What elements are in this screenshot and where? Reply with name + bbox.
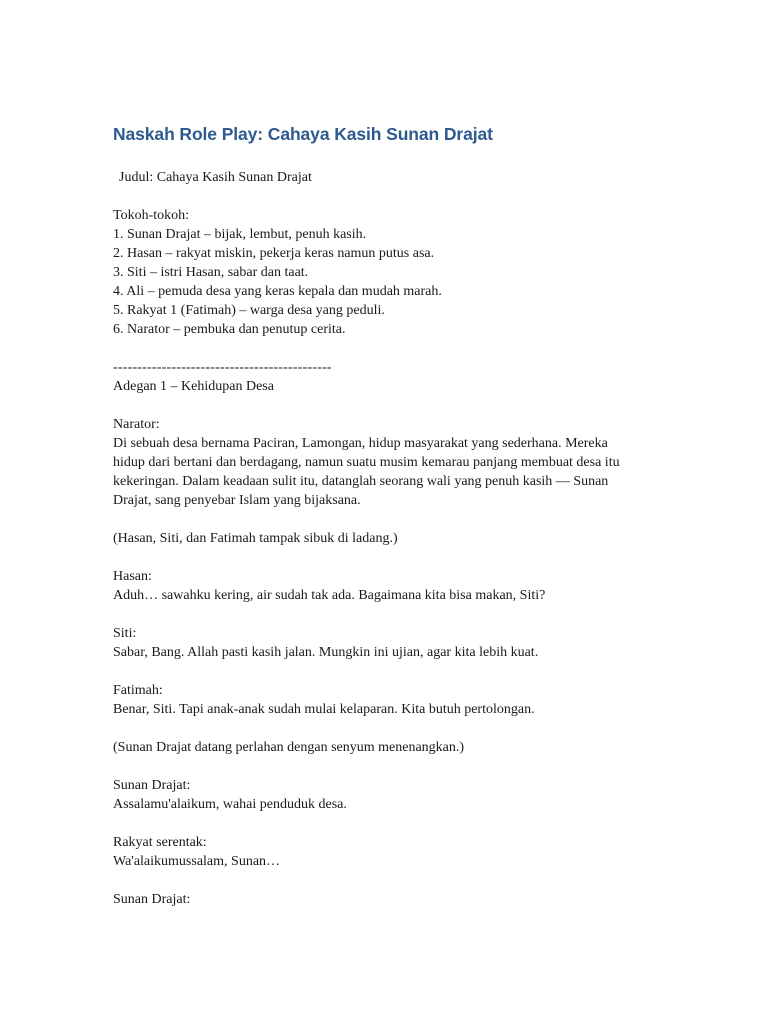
dialogue-line: Assalamu'alaikum, wahai penduduk desa. <box>113 797 347 812</box>
speaker-label: Fatimah: <box>113 683 163 698</box>
speaker-label: Sunan Drajat: <box>113 778 191 793</box>
blank-line <box>113 871 673 890</box>
scene-heading: Adegan 1 – Kehidupan Desa <box>113 379 274 394</box>
tokoh-item: 1. Sunan Drajat – bijak, lembut, penuh kasih. <box>113 227 367 242</box>
judul-line: Judul: Cahaya Kasih Sunan Drajat <box>119 170 312 185</box>
narration-line: Drajat, sang penyebar Islam yang bijaksana. <box>113 493 361 508</box>
speaker-label: Narator: <box>113 417 160 432</box>
blank-line <box>113 339 673 358</box>
blank-line <box>113 510 673 529</box>
blank-line <box>113 605 673 624</box>
blank-line <box>113 396 673 415</box>
tokoh-item: 5. Rakyat 1 (Fatimah) – warga desa yang peduli. <box>113 303 385 318</box>
separator-line: --------------------------------------------- <box>113 360 332 375</box>
speaker-label: Hasan: <box>113 569 152 584</box>
document-body <box>113 168 673 909</box>
blank-line <box>113 187 673 206</box>
blank-line <box>113 662 673 681</box>
dialogue-line: Benar, Siti. Tapi anak-anak sudah mulai kelaparan. Kita butuh pertolongan. <box>113 702 535 717</box>
speaker-label: Sunan Drajat: <box>113 892 191 907</box>
blank-line <box>113 548 673 567</box>
tokoh-item: 2. Hasan – rakyat miskin, pekerja keras namun putus asa. <box>113 246 435 261</box>
tokoh-heading: Tokoh-tokoh: <box>113 208 190 223</box>
blank-line <box>113 719 673 738</box>
narration-line: kekeringan. Dalam keadaan sulit itu, datanglah seorang wali yang penuh kasih — Sunan <box>113 474 609 489</box>
stage-direction: (Hasan, Siti, dan Fatimah tampak sibuk di ladang.) <box>113 531 398 546</box>
speaker-label: Rakyat serentak: <box>113 835 207 850</box>
document-title: Naskah Role Play: Cahaya Kasih Sunan Drajat <box>113 124 493 144</box>
blank-line <box>113 814 673 833</box>
speaker-label: Siti: <box>113 626 137 641</box>
dialogue-line: Aduh… sawahku kering, air sudah tak ada. Bagaimana kita bisa makan, Siti? <box>113 588 546 603</box>
narration-line: hidup dari bertani dan berdagang, namun suatu musim kemarau panjang membuat desa itu <box>113 455 620 470</box>
dialogue-line: Sabar, Bang. Allah pasti kasih jalan. Mungkin ini ujian, agar kita lebih kuat. <box>113 645 539 660</box>
tokoh-item: 4. Ali – pemuda desa yang keras kepala dan mudah marah. <box>113 284 442 299</box>
stage-direction: (Sunan Drajat datang perlahan dengan senyum menenangkan.) <box>113 740 465 755</box>
tokoh-item: 3. Siti – istri Hasan, sabar dan taat. <box>113 265 309 280</box>
dialogue-line: Wa'alaikumussalam, Sunan… <box>113 854 281 869</box>
tokoh-item: 6. Narator – pembuka dan penutup cerita. <box>113 322 346 337</box>
blank-line <box>113 757 673 776</box>
narration-line: Di sebuah desa bernama Paciran, Lamongan, hidup masyarakat yang sederhana. Mereka <box>113 436 608 451</box>
